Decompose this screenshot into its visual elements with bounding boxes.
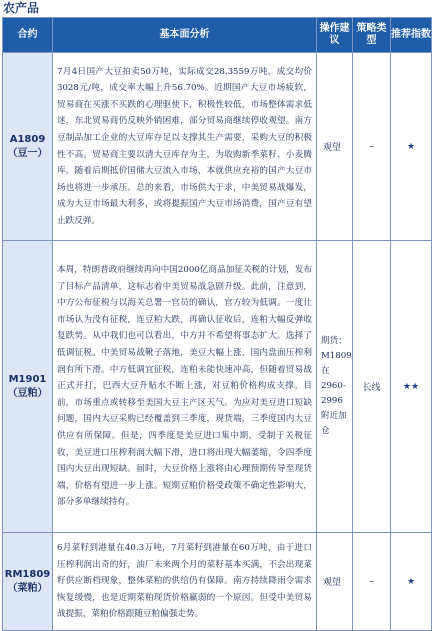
contract-cell [3,53,53,241]
suggest-cell: 期货：M1809在2960-2996附近加仓 [317,241,353,533]
header-suggest: 操作建议 [317,18,353,53]
contract-name: （菜粕） [7,582,48,594]
analysis-table [2,17,432,631]
contract-cell [3,241,53,533]
analysis-text: 本周，特朗普政府继续再向中国2000亿商品加征关税的计划，发布了目标产品清单，这标志着中美贸易战急剧升级。此前，注意到，中方公布征税与以海关总署一官员的确认，官方较为低调。一度让市场认为没有征税，连豆粕大跌，再确认征收后，连粕大幅反弹收复跌势。从中我们也可以看出，中方并不希望将事态扩大。选择了低调征税。中美贸易战靴子落地，美豆大幅上涨，国内盘面压榨利润有所下滑。中方低调宜征税，连粕未能快速冲高，但随着贸易战正式开打，巴西大豆升贴水不断上涨，对豆粕价格构成支撑。目前，市场重点或转移至美国大豆主产区天气。为应对美豆进口短缺问题，国内大豆采购已经覆盖到三季度，现货端，三季度国内大豆供应有所保障。但是，四季度是美豆进口集中期，受制于关税征收，美豆进口压榨利润大幅下滑，进口将出现大幅萎缩，令四季度国内大豆出现短缺。届时，大豆价格上涨将由心理预期传导至现货端，价格有望进一步上涨。短期豆粕价格受政策不确定性影响大，部分多单继续持有。 [53,241,317,533]
contract-name: （豆粕） [7,387,48,399]
section-title: 农产品 [3,1,40,15]
strategy-cell: 长线 [353,241,391,533]
rating-stars: ★ [391,53,432,241]
rating-stars: ★★ [391,241,432,533]
contract-name: （豆一） [7,147,48,159]
analysis-text: 6月菜籽到港量在40.3万吨，7月菜籽到港量在60万吨，由于进口压榨利润出奇的好，油厂未来两个月的菜籽基本买满，不会出现菜籽供应断档现象，整体菜粕的供给仍有保障。南方持续降雨令需求恢复缓慢，也是近期菜粕现货价格羸弱的一个原因。但受中美贸易战提振，菜粕价格跟随豆粕偏强走势。 [53,533,317,631]
header-rating: 推荐指数 [391,18,432,53]
table-row [3,533,432,631]
header-analysis: 基本面分析 [53,18,317,53]
contract-cell [3,533,53,631]
contract-code: M1901 [8,373,47,385]
analysis-text: 7月4日国产大豆拍卖50万吨，实际成交28.3559万吨，成交均价3028元/吨，成交率大幅上升56.70%。近期国产大豆市场疲软，贸易商在买涨不买跌的心理驱使下，积极性较低，市场整体需求低迷，东北贸易商仍反映外销困难，部分贸易商继续停收观望。南方豆制品加工企业的大豆库存足以支撑其生产需要，采购大豆的积极性不高。贸易商主要以清大豆库存为主，为收购新季菜籽、小麦腾库。随着后期抵价国储大豆流入市场，本就供应充裕的国产大豆市场也将进一步承压。总的来看，市场供大于求，中美贸易战爆发，成为大豆市场最大利多，或将提振国产大豆市场消费，国产豆有望止跌反弹。 [53,53,317,241]
table-header-row [3,18,432,53]
contract-code: A1809 [9,133,46,145]
strategy-cell: – [353,533,391,631]
header-strategy: 策略类型 [353,18,391,53]
suggest-cell: 观望 [317,533,353,631]
suggest-cell: 观望 [317,53,353,241]
strategy-cell: – [353,53,391,241]
table-row [3,53,432,241]
contract-code: RM1809 [4,568,51,580]
header-contract: 合约 [3,18,53,53]
table-row [3,241,432,533]
rating-stars: ★ [391,533,432,631]
